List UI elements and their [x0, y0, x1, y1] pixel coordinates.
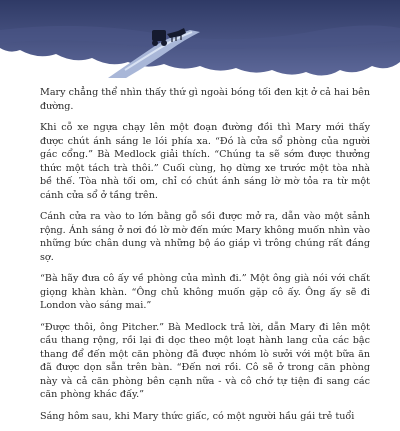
paragraph: Khi cỗ xe ngựa chạy lên một đoạn đường đồi thì Mary mới thấy được chút ánh sáng le lói phía xa. “Đó là cửa sổ phòng của người gác cổng.” Bà Medlock giải thích. “Chúng ta sẽ sớm được thưởng thức một tách trà thôi.” Cuối cùng, họ dừng xe trước một tòa nhà bề thế. Tòa nhà tối om, chỉ có chút ánh sáng lờ mờ tỏa ra từ một cánh cửa sổ ở tầng trên.	[40, 122, 370, 201]
paragraph: Cánh cửa ra vào to lớn bằng gỗ sồi được mở ra, dẫn vào một sảnh rộng. Ánh sáng ở nơi đó lờ mờ đến mức Mary không muốn nhìn vào những bức chân dung và những bộ áo giáp vì trông chúng rất đáng sợ.	[40, 211, 370, 263]
paragraph: Sáng hôm sau, khi Mary thức giấc, có một người hầu gái trẻ tuổi	[40, 410, 355, 422]
story-text	[40, 86, 370, 431]
paragraph: “Bà hãy đưa cô ấy về phòng của mình đi.” Một ông già nói với chất giọng khàn khàn. “Ông chủ không muốn gặp cô ấy. Ông ấy sẽ đi London vào sáng mai.”	[40, 273, 370, 311]
paragraph: “Được thôi, ông Pitcher.” Bà Medlock trả lời, dẫn Mary đi lên một cầu thang rộng, rồi lại đi dọc theo một loạt hành lang của các bậc thang để đến một căn phòng đã được nhóm lò sưởi với một bữa ăn đã được dọn sẵn trên bàn. “Đến nơi rồi. Cô sẽ ở trong căn phòng này và cả căn phòng bên cạnh nữa - và cô chớ tự tiện đi sang các căn phòng khác đấy.”	[40, 321, 370, 400]
paragraph: Mary chẳng thể nhìn thấy thứ gì ngoài bóng tối đen kịt ở cả hai bên đường.	[40, 87, 370, 112]
night-carriage-illustration	[0, 0, 400, 78]
